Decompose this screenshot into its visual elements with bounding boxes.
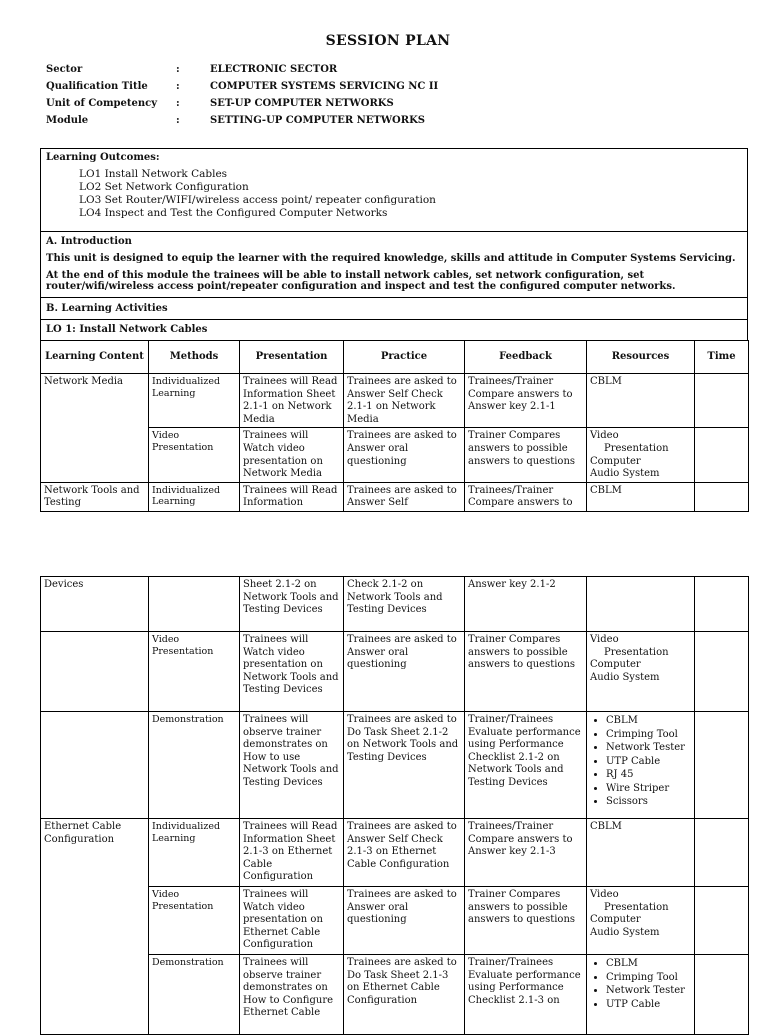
info-row-sector — [46, 64, 746, 81]
activities-table-part2 — [40, 576, 749, 1035]
resource-list — [590, 714, 691, 809]
cell-method: Demonstration — [149, 955, 240, 1035]
cell-resources — [587, 955, 695, 1035]
resource-item: • Scissors — [606, 795, 691, 809]
resource-item: • UTP Cable — [606, 998, 691, 1012]
column-header: Time — [695, 341, 749, 374]
cell-feedback: Trainees/Trainer Compare answers to — [465, 482, 587, 511]
cell-learning-content — [41, 632, 149, 712]
cell-time — [695, 887, 749, 955]
info-value: SET-UP COMPUTER NETWORKS — [210, 98, 394, 109]
cell-presentation: Trainees will Read Information Sheet 2.1-1 on Network Media — [240, 374, 344, 428]
resource-item: Presentation — [604, 646, 669, 658]
table-row — [41, 819, 749, 887]
learning-outcome: LO1 Install Network Cables — [79, 168, 228, 180]
cell-presentation: Trainees will observe trainer demonstrates on How to use Network Tools and Testing Devices — [240, 712, 344, 819]
table-header-row — [41, 341, 749, 374]
cell-practice: Trainees are asked to Answer oral questioning — [344, 632, 465, 712]
info-colon: : — [176, 115, 180, 126]
cell-time — [695, 632, 749, 712]
cell-feedback: Trainer Compares answers to possible answers to questions — [465, 887, 587, 955]
cell-presentation: Trainees will Read Information Sheet 2.1-3 on Ethernet Cable Configuration — [240, 819, 344, 887]
learning-outcome: LO3 Set Router/WIFI/wireless access point/ repeater configuration — [79, 194, 436, 206]
cell-method: Video Presentation — [149, 428, 240, 482]
cell-time — [695, 712, 749, 819]
resource-item: • Crimping Tool — [606, 728, 691, 742]
info-colon: : — [176, 64, 180, 75]
cell-time — [695, 374, 749, 428]
info-value: SETTING-UP COMPUTER NETWORKS — [210, 115, 425, 126]
cell-method: Demonstration — [149, 712, 240, 819]
info-row-qualification — [46, 81, 746, 98]
info-value: COMPUTER SYSTEMS SERVICING NC II — [210, 81, 439, 92]
cell-presentation: Trainees will Watch video presentation on Network Tools and Testing Devices — [240, 632, 344, 712]
cell-method: Individualized Learning — [149, 482, 240, 511]
introduction-box — [40, 231, 748, 298]
resource-item: • RJ 45 — [606, 768, 691, 782]
info-label: Qualification Title — [46, 81, 148, 92]
info-row-unit — [46, 98, 746, 115]
cell-feedback: Answer key 2.1-2 — [465, 577, 587, 632]
cell-presentation: Trainees will Read Information — [240, 482, 344, 511]
resource-item: Video — [590, 889, 619, 900]
cell-feedback: Trainer/Trainees Evaluate performance using Performance Checklist 2.1-3 on — [465, 955, 587, 1035]
cell-method: Video Presentation — [149, 632, 240, 712]
lo1-heading: LO 1: Install Network Cables — [46, 324, 208, 335]
resource-item: • Network Tester — [606, 741, 691, 755]
cell-resources — [587, 887, 695, 955]
cell-presentation: Sheet 2.1-2 on Network Tools and Testing Devices — [240, 577, 344, 632]
introduction-paragraph: At the end of this module the trainees will be able to install network cables, set network configuration, set router/wifi/wireless access point/repeater configuration and inspect and test the configured computer networks. — [46, 270, 676, 292]
table-row — [41, 712, 749, 819]
cell-resources — [587, 712, 695, 819]
info-row-module — [46, 115, 746, 132]
resource-item: • Wire Striper — [606, 782, 691, 796]
info-label: Sector — [46, 64, 83, 75]
info-value: ELECTRONIC SECTOR — [210, 64, 338, 75]
activities-table-part1 — [40, 340, 749, 512]
cell-practice: Trainees are asked to Do Task Sheet 2.1-2 on Network Tools and Testing Devices — [344, 712, 465, 819]
cell-feedback: Trainees/Trainer Compare answers to Answer key 2.1-1 — [465, 374, 587, 428]
column-header: Methods — [149, 341, 240, 374]
cell-method: Individualized Learning — [149, 819, 240, 887]
learning-outcome: LO4 Inspect and Test the Configured Computer Networks — [79, 207, 388, 219]
cell-resources — [587, 428, 695, 482]
cell-method: Individualized Learning — [149, 374, 240, 428]
learning-outcomes-list — [79, 168, 436, 220]
cell-learning-content: Devices — [41, 577, 149, 632]
column-header: Presentation — [240, 341, 344, 374]
info-label: Module — [46, 115, 89, 126]
cell-practice: Trainees are asked to Answer Self Check 2.1-3 on Ethernet Cable Configuration — [344, 819, 465, 887]
resource-item: Audio System — [590, 926, 660, 938]
page-title: SESSION PLAN — [325, 33, 451, 49]
resource-item: Computer — [590, 914, 641, 926]
info-label: Unit of Competency — [46, 98, 158, 109]
cell-learning-content: Network Tools and Testing — [41, 482, 149, 511]
cell-method: Video Presentation — [149, 887, 240, 955]
cell-practice: Trainees are asked to Answer Self Check 2.1-1 on Network Media — [344, 374, 465, 428]
cell-learning-content: Network Media — [41, 374, 149, 483]
table-row — [41, 577, 749, 632]
cell-resources — [587, 632, 695, 712]
cell-resources: CBLM — [587, 819, 695, 887]
resource-item: Presentation — [604, 901, 669, 913]
column-header: Learning Content — [41, 341, 149, 374]
cell-feedback: Trainees/Trainer Compare answers to Answer key 2.1-3 — [465, 819, 587, 887]
cell-resources — [587, 577, 695, 632]
cell-presentation: Trainees will Watch video presentation on Network Media — [240, 428, 344, 482]
introduction-heading: A. Introduction — [46, 236, 132, 247]
resource-item: • CBLM — [606, 714, 691, 728]
cell-feedback: Trainer Compares answers to possible answers to questions — [465, 428, 587, 482]
column-header: Feedback — [465, 341, 587, 374]
cell-feedback: Trainer/Trainees Evaluate performance using Performance Checklist 2.1-2 on Network Tools and Testing Devices — [465, 712, 587, 819]
resource-item: Video — [590, 634, 619, 645]
table-row — [41, 482, 749, 511]
cell-learning-content: Ethernet Cable Configuration — [41, 819, 149, 1035]
cell-resources: CBLM — [587, 374, 695, 428]
cell-time — [695, 819, 749, 887]
cell-feedback: Trainer Compares answers to possible answers to questions — [465, 632, 587, 712]
cell-presentation: Trainees will Watch video presentation on Ethernet Cable Configuration — [240, 887, 344, 955]
resource-item: Audio System — [590, 468, 660, 480]
learning-outcome: LO2 Set Network Configuration — [79, 181, 249, 193]
cell-practice: Check 2.1-2 on Network Tools and Testing Devices — [344, 577, 465, 632]
info-colon: : — [176, 81, 180, 92]
cell-method — [149, 577, 240, 632]
resource-item: Presentation — [604, 442, 669, 454]
resource-item: Audio System — [590, 671, 660, 683]
column-header: Practice — [344, 341, 465, 374]
cell-practice: Trainees are asked to Answer oral questioning — [344, 428, 465, 482]
cell-time — [695, 955, 749, 1035]
introduction-paragraph: This unit is designed to equip the learner with the required knowledge, skills and attitude in Computer Systems Servicing. — [46, 253, 736, 264]
table-row — [41, 374, 749, 428]
info-section — [46, 64, 746, 132]
lo1-box — [40, 319, 748, 341]
cell-presentation: Trainees will observe trainer demonstrates on How to Configure Ethernet Cable — [240, 955, 344, 1035]
cell-resources: CBLM — [587, 482, 695, 511]
cell-time — [695, 428, 749, 482]
cell-learning-content — [41, 712, 149, 819]
resource-item: Computer — [590, 455, 641, 467]
resource-list — [590, 957, 691, 1011]
resource-item: Video — [590, 430, 619, 442]
cell-practice: Trainees are asked to Answer Self — [344, 482, 465, 511]
learning-outcomes-heading: Learning Outcomes: — [46, 152, 160, 163]
learning-activities-box — [40, 297, 748, 320]
cell-practice: Trainees are asked to Answer oral questioning — [344, 887, 465, 955]
resource-item: • Network Tester — [606, 984, 691, 998]
resource-item: Computer — [590, 659, 641, 671]
learning-outcomes-box — [40, 148, 748, 232]
learning-activities-heading: B. Learning Activities — [46, 303, 168, 314]
info-colon: : — [176, 98, 180, 109]
table-row — [41, 632, 749, 712]
cell-time — [695, 482, 749, 511]
resource-item: • UTP Cable — [606, 755, 691, 769]
cell-practice: Trainees are asked to Do Task Sheet 2.1-3 on Ethernet Cable Configuration — [344, 955, 465, 1035]
resource-item: • CBLM — [606, 957, 691, 971]
resource-item: • Crimping Tool — [606, 971, 691, 985]
cell-time — [695, 577, 749, 632]
column-header: Resources — [587, 341, 695, 374]
